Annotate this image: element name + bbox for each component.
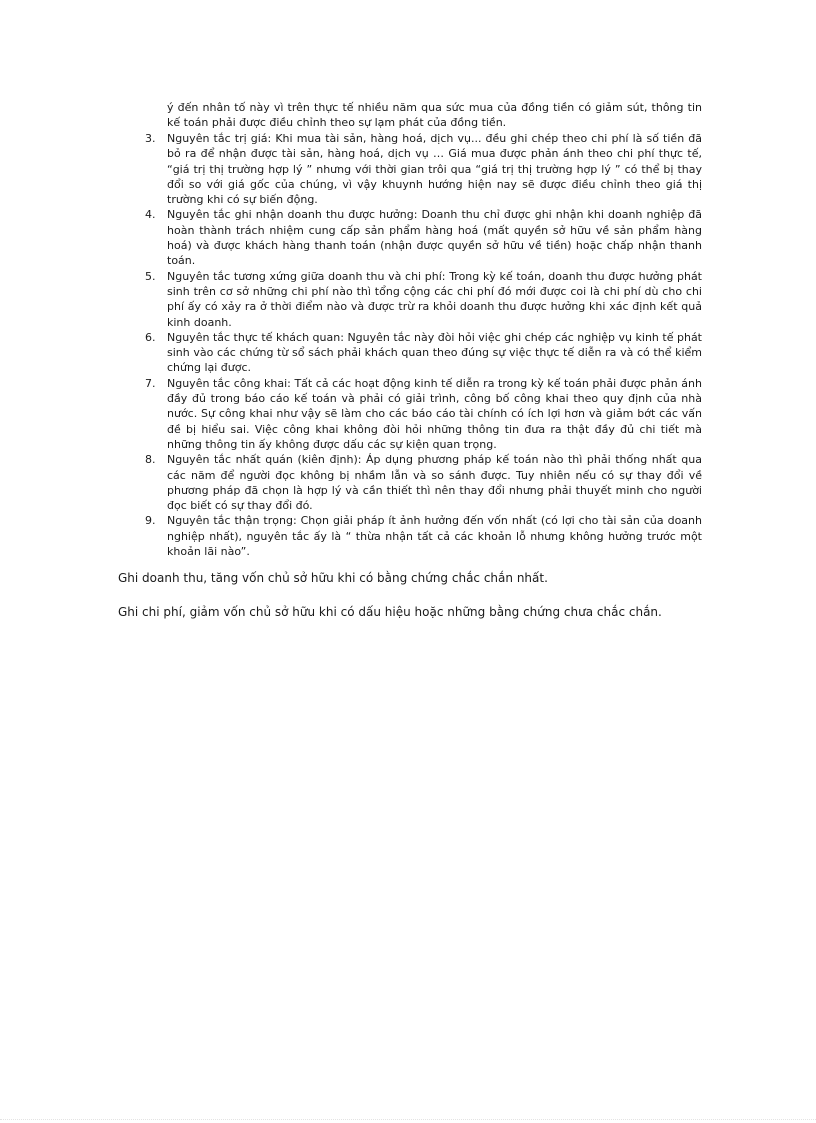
item-number: 3. [145,132,156,145]
item-number: 4. [145,208,156,222]
principles-list [120,131,702,559]
principle-item [120,513,702,559]
page-bottom-divider [0,1119,816,1120]
continuation-paragraph: ý đến nhân tố này vì trên thực tế nhiều năm qua sức mua của đồng tiền có giảm sút, thông tin kế toán phải được điều chỉnh theo sự lạm phát của đồng tiền. [167,101,702,130]
item-number: 9. [145,514,156,528]
item-text: Nguyên tắc ghi nhận doanh thu được hưởng: Doanh thu chỉ được ghi nhận khi doanh nghiệp đã hoàn thành trách nhiệm cung cấp sản phẩm hàng hoá (mất quyền sở hữu về sản phẩm hàng hoá) và được khách hàng thanh toán (nhận được quyền sở hữu về tiền) hoặc chấp nhận thanh toán. [167,208,702,268]
note-revenue: Ghi doanh thu, tăng vốn chủ sở hữu khi có bằng chứng chắc chắn nhất. [118,571,548,585]
item-number: 6. [145,330,156,344]
item-number: 8. [145,453,156,467]
item-text: Nguyên tắc thực tế khách quan: Nguyên tắc này đòi hỏi việc ghi chép các nghiệp vụ kinh tế phát sinh vào các chứng từ sổ sách phải khách quan theo đúng sự việc thực tế diễn ra và có thể kiểm chứng lại được. [167,330,702,375]
item-number: 7. [145,376,156,390]
item-text: Nguyên tắc thận trọng: Chọn giải pháp ít ảnh hưởng đến vốn nhất (có lợi cho tài sản của doanh nghiệp nhất), nguyên tắc ấy là “ thừa nhận tất cả các khoản lỗ nhưng không hưởng trước một khoản lãi nào”. [167,514,702,559]
principle-item [120,131,702,207]
item-text: Nguyên tắc công khai: Tất cả các hoạt động kinh tế diễn ra trong kỳ kế toán phải được phản ánh đầy đủ trong báo cáo kế toán và phải có giải trình, công bố công khai theo quy định của nhà nước. Sự công khai như vậy sẽ làm cho các báo cáo tài chính có ích lợi hơn và giảm bớt các vấn đề bị hiểu sai. Việc công khai không đòi hỏi những thông tin đưa ra thật đầy đủ chi tiết mà những thông tin ấy không được dấu các sự kiện quan trọng. [167,376,702,451]
principle-item [120,269,702,330]
item-number: 5. [145,269,156,283]
item-text: Nguyên tắc tương xứng giữa doanh thu và chi phí: Trong kỳ kế toán, doanh thu được hưởng phát sinh trên cơ sở những chi phí nào thì tổng cộng các chi phí đó mới được coi là chi phí dù cho chi phí ấy có xảy ra ở thời điểm nào và được trừ ra khỏi doanh thu được hưởng khi xác định kết quả kinh doanh. [167,269,702,329]
item-text: Nguyên tắc nhất quán (kiên định): Áp dụng phương pháp kế toán nào thì phải thống nhất qua các năm để người đọc không bị nhầm lẫn và so sánh được. Tuy nhiên nếu có sự thay đổi về phương pháp đã chọn là hợp lý và cần thiết thì nên thay đổi nhưng phải thuyết minh cho người đọc biết có sự thay đổi đó. [167,453,702,513]
principle-item [120,207,702,268]
principle-item [120,376,702,452]
note-expense: Ghi chi phí, giảm vốn chủ sở hữu khi có dấu hiệu hoặc những bằng chứng chưa chắc chắn. [118,605,662,619]
item-text: Nguyên tắc trị giá: Khi mua tài sản, hàng hoá, dịch vụ... đều ghi chép theo chi phí là số tiền đã bỏ ra để nhận được tài sản, hàng hoá, dịch vụ … Giá mua được phản ánh theo chi phí thực tế, “giá trị thị trường hợp lý ” nhưng với thời gian trôi qua “giá trị thị trường hợp lý ” có thể bị thay đổi so với giá gốc của chúng, vì vậy khuynh hướng hiện nay sẽ được điều chỉnh theo giá thị trường khi có sự biến động. [167,132,702,207]
principle-item [120,452,702,513]
principle-item [120,330,702,376]
